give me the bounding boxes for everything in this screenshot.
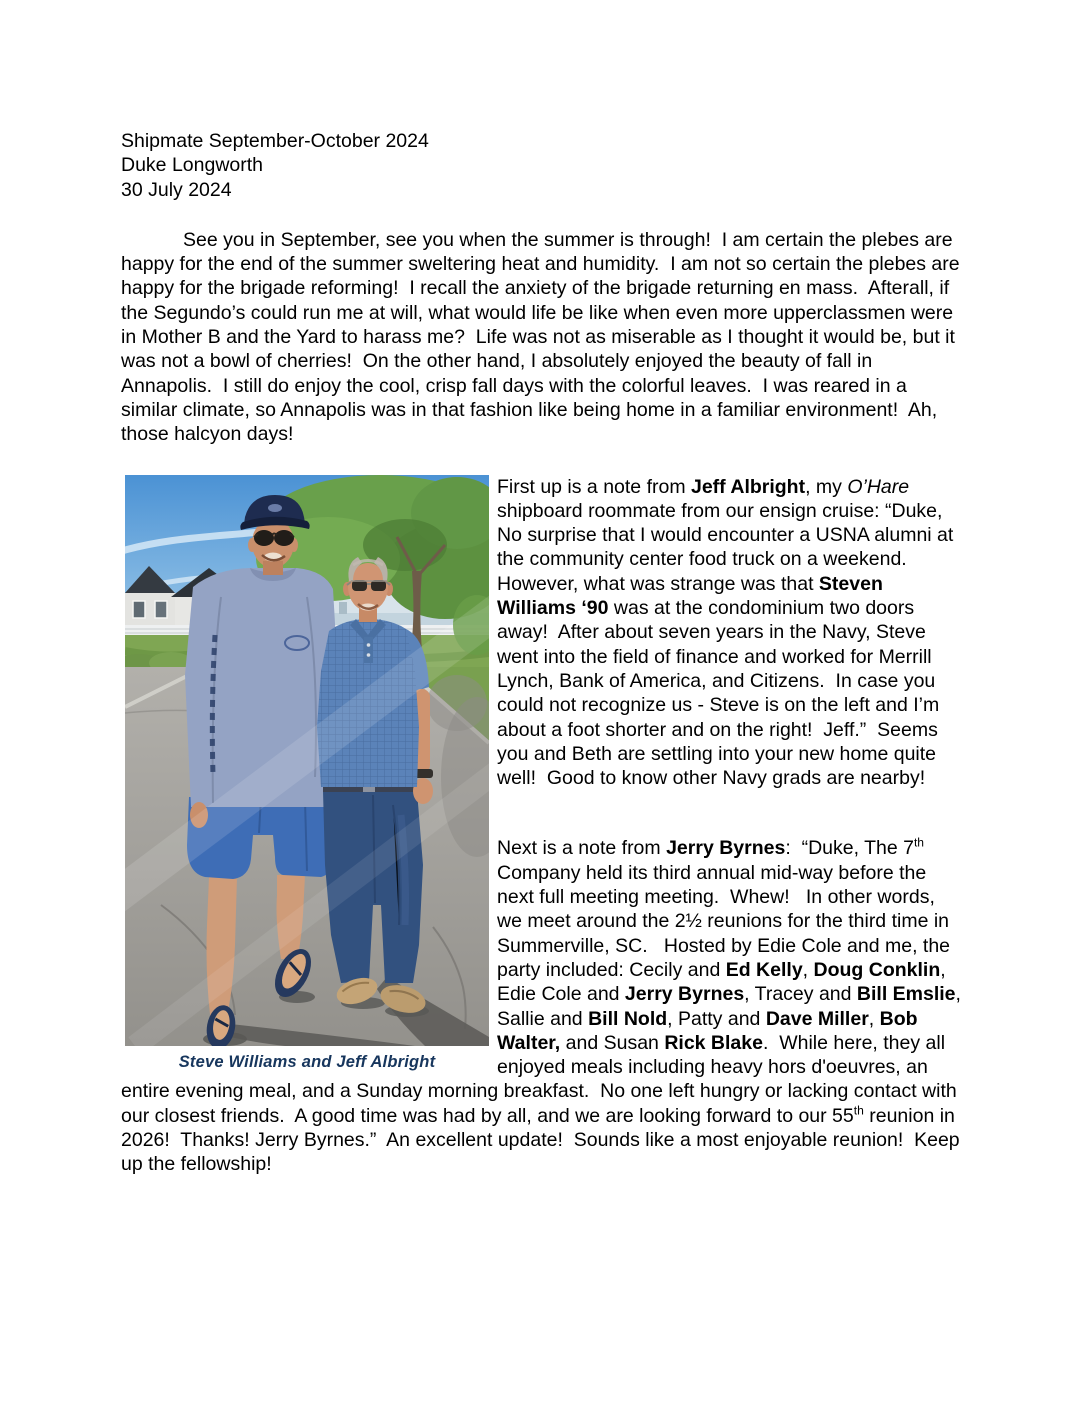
paragraph-jeff-note: First up is a note from Jeff Albright, my O’Hare shipboard roommate from our ensign cruise: “Duke, No surprise that I would encounter a USNA alumni at the community center food truck on a weekend. However, what was strange was that Steven Williams ‘90 was at the condominium two doors away! After about seven years in the Navy, Steve went into the field of finance and worked for Merrill Lynch, Bank of America, and Citizens. In case you could not recognize us - Steve is on the left and I’m about a foot shorter and on the right! Jeff.” Seems you and Beth are settling into your new home quite well! Good to know other Navy grads are nearby! — [497, 475, 959, 790]
author-name: Duke Longworth — [121, 154, 264, 177]
photo-figure — [125, 475, 489, 1072]
document-header — [121, 129, 964, 202]
document-date: 30 July 2024 — [121, 178, 232, 201]
newsletter-title: Shipmate September-October 2024 — [121, 130, 429, 152]
photo-caption: Steve Williams and Jeff Albright — [178, 1052, 436, 1071]
photo-steve-jeff — [125, 475, 489, 1046]
paragraph-intro: See you in September, see you when the summer is through! I am certain the plebes are happy for the end of the summer sweltering heat and humidity. I am not so certain the plebes are happy for the brigade reforming! I recall the anxiety of the brigade returning en mass. Afterall, if the Segundo’s could run me at will, what would life be like when even more upperclassmen were in Mother B and the Yard to harass me? Life was not as miserable as I thought it would be, but it was not a bowl of cherries! On the other hand, I absolutely enjoyed the beauty of fall in Annapolis. I still do enjoy the cool, crisp fall days with the colorful leaves. I was reared in a similar climate, so Annapolis was in that fashion like being home in a familiar environment! Ah, those halcyon days! — [121, 228, 966, 446]
document-content — [121, 129, 967, 1177]
paragraph-jerry-note: Next is a note from Jerry Byrnes: “Duke, The 7th Company held its third annual mid-way before the next full meeting meeting. Whew! In other words, we meet around the 2½ reunions for the third time in Summerville, SC. Hosted by Edie Cole and me, the party included: Cecily and Ed Kelly, Doug Conklin, Edie Cole and Jerry Byrnes, Tracey and Bill Emslie, Sallie and Bill Nold, Patty and Dave Miller, Bob Walter, and Susan Rick Blake. While here, they all enjoyed meals including heavy hors d'oeuvres, an entire evening meal, and a Sunday morning breakfast. No one left hungry or lacking contact with our closest friends. A good time was had by all, and we are looking forward to our 55th reunion in 2026! Thanks! Jerry Byrnes.” An excellent update! Sounds like a most enjoyable reunion! Keep up the fellowship! — [121, 835, 967, 1176]
